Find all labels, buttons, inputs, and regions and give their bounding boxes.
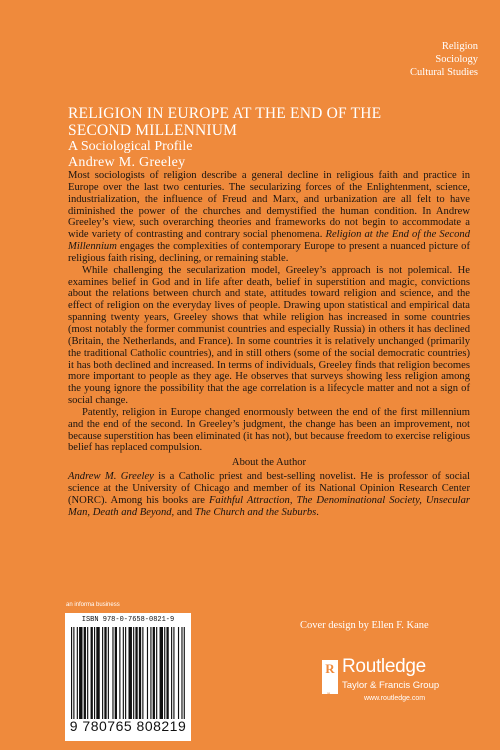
publisher-block bbox=[322, 656, 482, 716]
barcode-bar bbox=[142, 627, 143, 719]
barcode-icon bbox=[71, 627, 185, 719]
category-cultural-studies: Cultural Studies bbox=[410, 67, 478, 78]
barcode-bar bbox=[71, 627, 72, 719]
barcode-bar bbox=[178, 627, 179, 719]
about-author-text: Andrew M. Greeley is a Catholic priest and best-selling novelist. He is professor of social science at the University of Chicago and member of its National Opinion Research Center (NORC). Among his books are Faithful Attraction, The Denominational Society, Unsecular Man, Death and Beyond, and The Church and the Suburbs. bbox=[68, 471, 471, 518]
routledge-logo-icon bbox=[322, 660, 338, 715]
barcode-bar bbox=[160, 627, 163, 719]
isbn-label: ISBN 978-0-7658-0821-9 bbox=[81, 616, 175, 624]
barcode-bar bbox=[104, 627, 106, 719]
cover-design-credit: Cover design by Ellen F. Kane bbox=[300, 620, 429, 631]
barcode-bar bbox=[87, 627, 88, 719]
barcode-bar bbox=[79, 627, 82, 719]
barcode-bar bbox=[115, 627, 117, 719]
barcode-bar bbox=[153, 627, 155, 719]
barcode-bar bbox=[96, 627, 99, 719]
barcode-bar bbox=[150, 627, 151, 719]
publisher-name: Routledge bbox=[342, 656, 426, 677]
about-author-heading: About the Author bbox=[231, 457, 307, 469]
barcode-bar bbox=[139, 627, 141, 719]
book-title-line-1: RELIGION IN EUROPE AT THE END OF THE bbox=[68, 105, 382, 122]
publisher-group: Taylor & Francis Group bbox=[342, 680, 440, 691]
barcode-bar bbox=[73, 627, 74, 719]
barcode-bar bbox=[129, 627, 132, 719]
barcode-bar bbox=[119, 627, 120, 719]
back-cover-blurb bbox=[68, 170, 470, 518]
publisher-url: www.routledge.com bbox=[364, 695, 426, 702]
barcode-bar bbox=[108, 627, 109, 719]
barcode-bar bbox=[84, 627, 86, 719]
title-block bbox=[68, 105, 468, 170]
barcode-bar bbox=[164, 627, 165, 719]
barcode-bar bbox=[123, 627, 124, 719]
barcode-digits: 9 780765 808219 bbox=[69, 718, 187, 734]
barcode-bar bbox=[147, 627, 148, 719]
informa-business-label: an informa business bbox=[66, 602, 120, 608]
barcode-bar bbox=[171, 627, 172, 719]
category-sociology: Sociology bbox=[435, 54, 478, 65]
barcode-bar bbox=[125, 627, 126, 719]
barcode-bar bbox=[135, 627, 137, 719]
barcode-bar bbox=[173, 627, 174, 719]
barcode-bar bbox=[181, 627, 182, 719]
blurb-book-title: Religion at the End of the Second Millennium bbox=[68, 229, 470, 253]
category-religion: Religion bbox=[441, 41, 478, 52]
blurb-paragraph-3: Patently, religion in Europe changed enormously between the end of the first millennium and the end of the second. In Greeley’s judgment, the change has been an improvement, not because superstition has been eliminated (it has not), but because freedom to exercise religious belief has replaced compulsion. bbox=[68, 406, 470, 454]
book-title-line-2: SECOND MILLENNIUM bbox=[68, 122, 238, 139]
barcode-bar bbox=[166, 627, 168, 719]
blurb-paragraph-1: Most sociologists of religion describe a general decline in religious faith and practice in Europe over the last two centuries. The secularizing forces of the Enlightenment, science, industrialization, the influence of Freud and Marx, and urbanization are all felt to have diminished the power of the churches and demystified the human condition. In Andrew Greeley’s view, such overarching theories and frameworks do not begin to accommodate a wide variety of contrasting and contrary social phenomena. Religion at the End of the Second Millennium engages the complexities of contemporary Europe to present a nuanced picture of religious faith rising, declining, or remaining stable. bbox=[68, 170, 470, 264]
book-subtitle: A Sociological Profile bbox=[68, 139, 193, 154]
barcode-bar bbox=[91, 627, 93, 719]
isbn-barcode bbox=[65, 613, 191, 741]
barcode-bar bbox=[94, 627, 95, 719]
barcode-bar bbox=[77, 627, 78, 719]
svg-text:ROUTLEDGE: ROUTLEDGE bbox=[327, 692, 331, 715]
about-author-section bbox=[68, 471, 470, 518]
barcode-bar bbox=[133, 627, 134, 719]
barcode-bar bbox=[156, 627, 157, 719]
barcode-bar bbox=[102, 627, 103, 719]
book-author: Andrew M. Greeley bbox=[68, 155, 186, 170]
barcode-bar bbox=[112, 627, 113, 719]
svg-text:R: R bbox=[325, 661, 335, 676]
barcode-bar bbox=[184, 627, 185, 719]
subject-categories bbox=[410, 40, 478, 79]
blurb-paragraph-2: While challenging the secularization model, Greeley’s approach is not polemical. He examines belief in God and in life after death, belief in superstition and magic, convictions about the relations between church and state, attitudes toward religion and science, and the effect of religion on the everyday lives of people. Drawing upon statistical and empirical data spanning twenty years, Greeley shows that while religion has increased in some countries (most notably the former communist countries and especially Russia) in others it has declined (Britain, the Netherlands, and France). In some countries it is relatively unchanged (primarily the traditional Catholic countries), and in still others (some of the social democratic countries) it has both declined and increased. In terms of individuals, Greeley finds that religion becomes more important to people as they age. He observes that surveys showing less religion among the young ignore the possibility that the age correlation is a lifecycle matter and not a sign of social change. bbox=[68, 264, 470, 407]
